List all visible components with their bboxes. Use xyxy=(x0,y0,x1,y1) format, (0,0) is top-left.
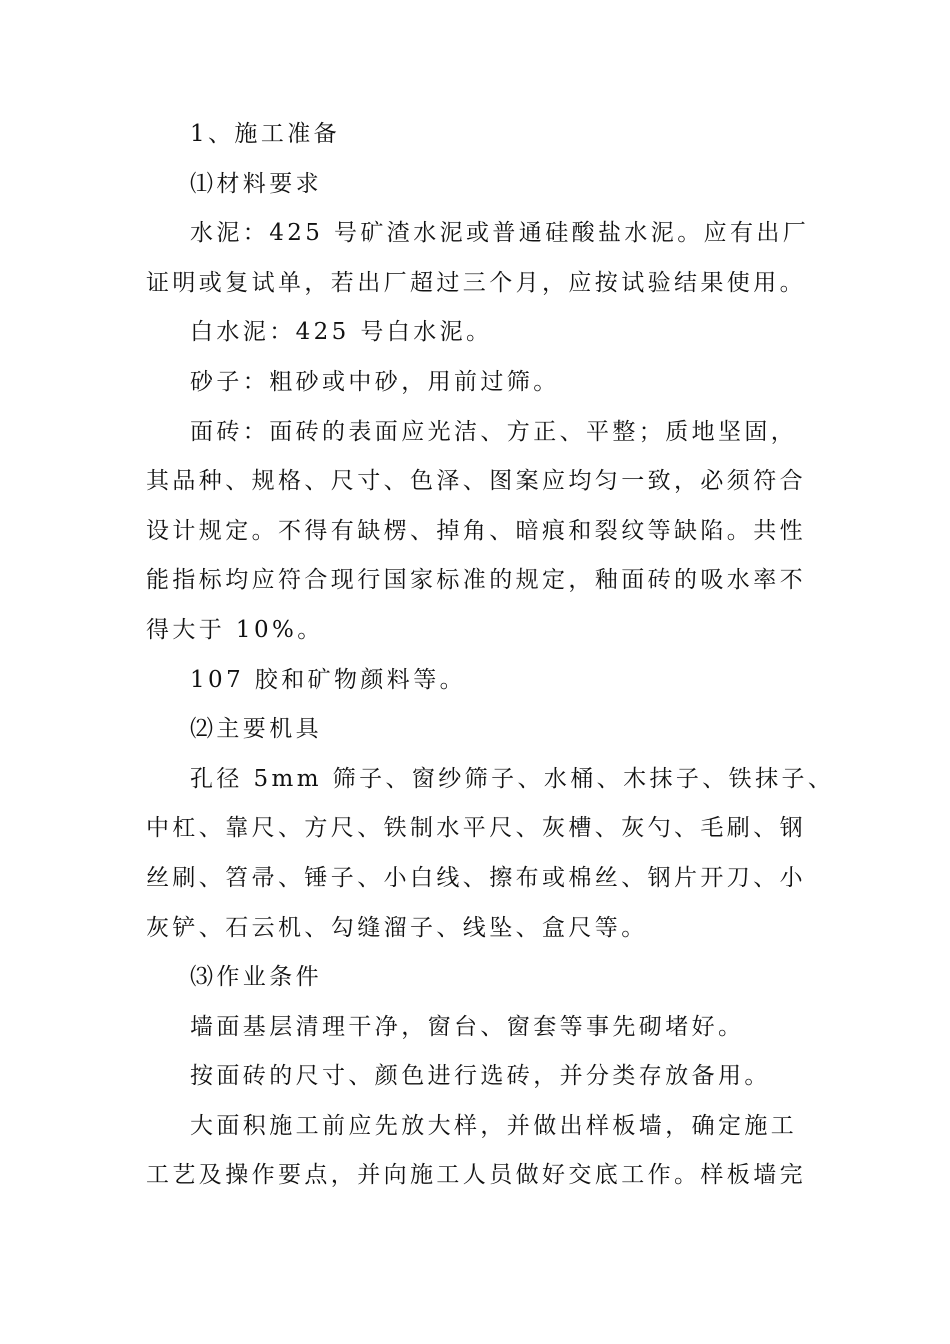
paragraph-line: 按面砖的尺寸、颜色进行选砖，并分类存放备用。 xyxy=(190,1063,771,1090)
paragraph-line: 水泥：425 号矿渣水泥或普通硅酸盐水泥。应有出厂 xyxy=(190,220,810,247)
paragraph-line: 灰铲、石云机、勾缝溜子、线坠、盒尺等。 xyxy=(146,914,648,941)
subsection-heading: ⑵主要机具 xyxy=(190,716,322,743)
paragraph-line: 其品种、规格、尺寸、色泽、图案应均匀一致，必须符合 xyxy=(146,468,806,495)
paragraph-line: 工艺及操作要点，并向施工人员做好交底工作。样板墙完 xyxy=(146,1162,806,1189)
paragraph-line: 白水泥：425 号白水泥。 xyxy=(190,319,493,346)
paragraph-line: 107 胶和矿物颜料等。 xyxy=(190,666,467,693)
paragraph-line: 中杠、靠尺、方尺、铁制水平尺、灰槽、灰勺、毛刷、钢 xyxy=(146,815,806,842)
paragraph-line: 丝刷、笤帚、锤子、小白线、擦布或棉丝、钢片开刀、小 xyxy=(146,864,806,891)
section-heading: 1、施工准备 xyxy=(190,121,341,147)
paragraph-line: 大面积施工前应先放大样，并做出样板墙，确定施工 xyxy=(190,1112,798,1139)
paragraph-line: 证明或复试单，若出厂超过三个月，应按试验结果使用。 xyxy=(146,269,806,296)
paragraph-line: 孔径 5mm 筛子、窗纱筛子、水桶、木抹子、铁抹子、 xyxy=(190,765,835,792)
paragraph-line: 设计规定。不得有缺楞、掉角、暗痕和裂纹等缺陷。共性 xyxy=(146,517,806,544)
subsection-heading: ⑶作业条件 xyxy=(190,964,322,991)
paragraph-line: 砂子：粗砂或中砂，用前过筛。 xyxy=(190,368,560,395)
paragraph-line: 墙面基层清理干净，窗台、窗套等事先砌堵好。 xyxy=(190,1013,745,1040)
document-body xyxy=(146,110,835,1201)
paragraph-line: 得大于 10%。 xyxy=(146,616,324,643)
paragraph-line: 面砖：面砖的表面应光洁、方正、平整；质地坚固， xyxy=(190,418,798,445)
paragraph-line: 能指标均应符合现行国家标准的规定，釉面砖的吸水率不 xyxy=(146,567,806,594)
subsection-heading: ⑴材料要求 xyxy=(190,170,322,197)
